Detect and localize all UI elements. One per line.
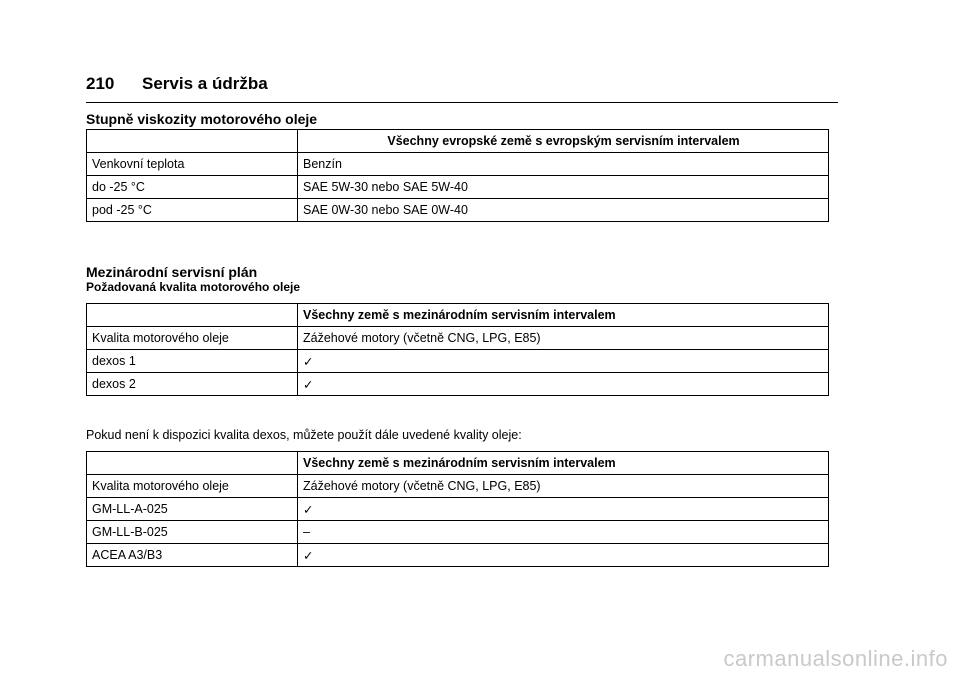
table-header-cell-empty [87,130,298,153]
alternative-oil-table [86,451,829,567]
checkmark-cell: ✓ [298,544,829,567]
section-subtitle-oil-quality: Požadovaná kvalita motorového oleje [86,280,301,294]
table-cell-value: Zážehové motory (včetně CNG, LPG, E85) [298,327,829,350]
dash-cell: – [298,521,829,544]
table-row [87,521,829,544]
table-header-row [87,304,829,327]
table-row [87,199,829,222]
table-cell-label: dexos 2 [87,373,298,396]
table-header-row [87,452,829,475]
table-cell-label: dexos 1 [87,350,298,373]
dexos-note-paragraph: Pokud není k dispozici kvalita dexos, můžete použít dále uvedené kvality oleje: [86,428,522,442]
viscosity-table [86,129,829,222]
table-header-cell-empty [87,452,298,475]
table-row [87,153,829,176]
checkmark-cell: ✓ [298,350,829,373]
oil-quality-table [86,303,829,396]
page-number: 210 [86,74,115,93]
page-header [86,70,838,103]
table-cell-value: Zážehové motory (včetně CNG, LPG, E85) [298,475,829,498]
table-row [87,475,829,498]
table-row [87,176,829,199]
chapter-title: Servis a údržba [142,74,268,93]
table-row [87,373,829,396]
table-header-row [87,130,829,153]
table-row [87,350,829,373]
table-row [87,498,829,521]
table-cell-label: Kvalita motorového oleje [87,475,298,498]
table-cell-value: SAE 0W-30 nebo SAE 0W-40 [298,199,829,222]
table-row [87,327,829,350]
table-cell-value: SAE 5W-30 nebo SAE 5W-40 [298,176,829,199]
table-cell-label: GM-LL-A-025 [87,498,298,521]
checkmark-cell: ✓ [298,498,829,521]
checkmark-cell: ✓ [298,373,829,396]
table-cell-label: do -25 °C [87,176,298,199]
table-header-cell: Všechny evropské země s evropským servisním intervalem [298,130,829,153]
table-cell-label: pod -25 °C [87,199,298,222]
section-title-viscosity: Stupně viskozity motorového oleje [86,111,318,127]
table-cell-label: Kvalita motorového oleje [87,327,298,350]
section-title-service-plan: Mezinárodní servisní plán [86,264,258,280]
table-cell-value: Benzín [298,153,829,176]
table-cell-label: GM-LL-B-025 [87,521,298,544]
table-header-cell: Všechny země s mezinárodním servisním intervalem [298,452,829,475]
table-cell-label: ACEA A3/B3 [87,544,298,567]
table-header-cell: Všechny země s mezinárodním servisním intervalem [298,304,829,327]
table-header-cell-empty [87,304,298,327]
watermark: carmanualsonline.info [723,646,948,671]
table-cell-label: Venkovní teplota [87,153,298,176]
table-row [87,544,829,567]
